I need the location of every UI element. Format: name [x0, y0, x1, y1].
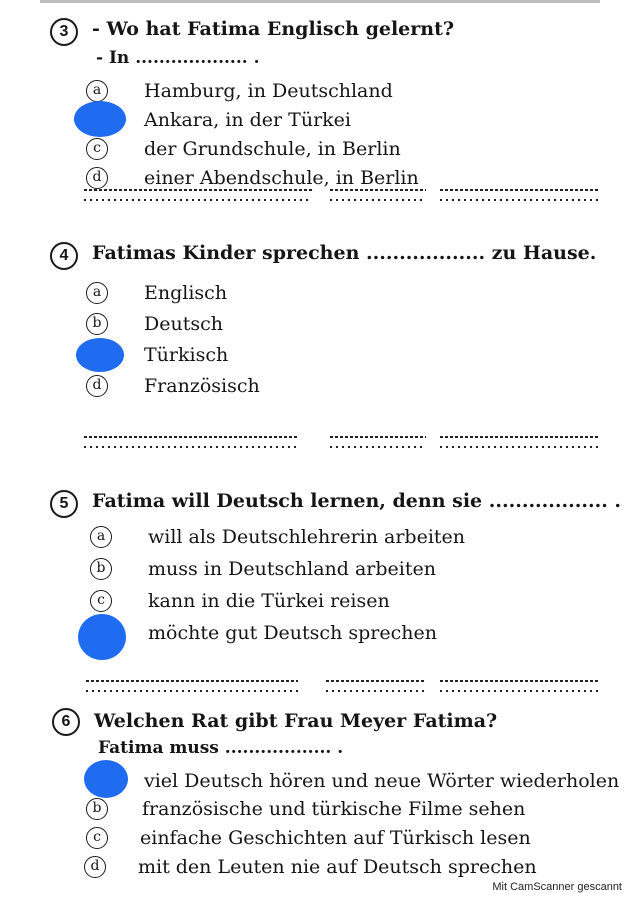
- option-letter-circle: b: [86, 313, 108, 335]
- option-letter-circle: a: [90, 526, 112, 548]
- option-text: einfache Geschichten auf Türkisch lesen: [140, 827, 531, 849]
- question-text: - Wo hat Fatima Englisch gelernt?: [92, 18, 455, 40]
- question-number-badge: 5: [50, 490, 78, 518]
- separator-line: [330, 189, 426, 201]
- filled-answer-bubble: [74, 101, 126, 137]
- option-a[interactable]: [86, 280, 606, 306]
- option-text: Ankara, in der Türkei: [144, 109, 351, 131]
- option-text: muss in Deutschland arbeiten: [148, 558, 436, 580]
- option-c[interactable]: [86, 825, 626, 851]
- option-text: einer Abendschule, in Berlin: [144, 167, 419, 189]
- separator-line: [84, 189, 312, 201]
- option-b[interactable]: [86, 311, 606, 337]
- separator-line: [326, 680, 426, 692]
- option-d[interactable]: [90, 620, 610, 646]
- question-number-badge: 6: [52, 708, 80, 736]
- option-text: der Grundschule, in Berlin: [144, 138, 401, 160]
- question-number-badge: 4: [50, 242, 78, 270]
- option-a[interactable]: [90, 524, 610, 550]
- option-letter-circle: b: [90, 558, 112, 580]
- question-text: Welchen Rat gibt Frau Meyer Fatima?: [94, 710, 498, 732]
- option-text: Deutsch: [144, 313, 223, 335]
- question-number-badge: 3: [50, 18, 78, 46]
- option-text: viel Deutsch hören und neue Wörter wiederholen: [144, 770, 620, 792]
- scanner-watermark: Mit CamScanner gescannt: [492, 881, 622, 893]
- option-text: kann in die Türkei reisen: [148, 590, 390, 612]
- option-letter-circle: a: [86, 282, 108, 304]
- page-top-edge: [40, 0, 600, 3]
- option-text: mit den Leuten nie auf Deutsch sprechen: [138, 856, 537, 878]
- question-subline: Fatima muss .................. .: [98, 738, 344, 758]
- option-letter-circle: d: [86, 167, 108, 189]
- filled-answer-bubble: [76, 338, 124, 372]
- option-letter-circle: d: [84, 856, 106, 878]
- option-d[interactable]: [86, 373, 606, 399]
- question-text: Fatimas Kinder sprechen .................. zu Hause.: [92, 242, 597, 264]
- separator-line: [440, 436, 600, 448]
- option-d[interactable]: [84, 854, 624, 880]
- separator-line: [86, 680, 298, 692]
- option-letter-circle: b: [86, 798, 108, 820]
- filled-answer-bubble: [84, 760, 128, 798]
- option-d[interactable]: [86, 165, 606, 191]
- separator-line: [84, 436, 298, 448]
- option-text: Englisch: [144, 282, 228, 304]
- separator-line: [440, 189, 600, 201]
- option-text: Französisch: [144, 375, 260, 397]
- separator-line: [440, 680, 600, 692]
- option-a[interactable]: [86, 768, 626, 794]
- question-subline: - In ................... .: [96, 48, 260, 68]
- option-text: möchte gut Deutsch sprechen: [148, 622, 437, 644]
- option-b[interactable]: [86, 796, 626, 822]
- option-letter-circle: a: [86, 80, 108, 102]
- option-text: will als Deutschlehrerin arbeiten: [148, 526, 466, 548]
- option-a[interactable]: [86, 78, 606, 104]
- option-text: Türkisch: [144, 344, 229, 366]
- option-letter-circle: c: [90, 590, 112, 612]
- option-letter-circle: d: [86, 375, 108, 397]
- option-b[interactable]: [90, 556, 610, 582]
- question-text: Fatima will Deutsch lernen, denn sie .................. .: [92, 490, 622, 512]
- option-b[interactable]: [86, 107, 606, 133]
- option-text: Hamburg, in Deutschland: [144, 80, 393, 102]
- option-c[interactable]: [86, 136, 606, 162]
- option-c[interactable]: [86, 342, 606, 368]
- option-letter-circle: c: [86, 138, 108, 160]
- separator-line: [330, 436, 426, 448]
- option-text: französische und türkische Filme sehen: [142, 798, 526, 820]
- option-letter-circle: c: [86, 827, 108, 849]
- option-c[interactable]: [90, 588, 610, 614]
- filled-answer-bubble: [78, 614, 126, 660]
